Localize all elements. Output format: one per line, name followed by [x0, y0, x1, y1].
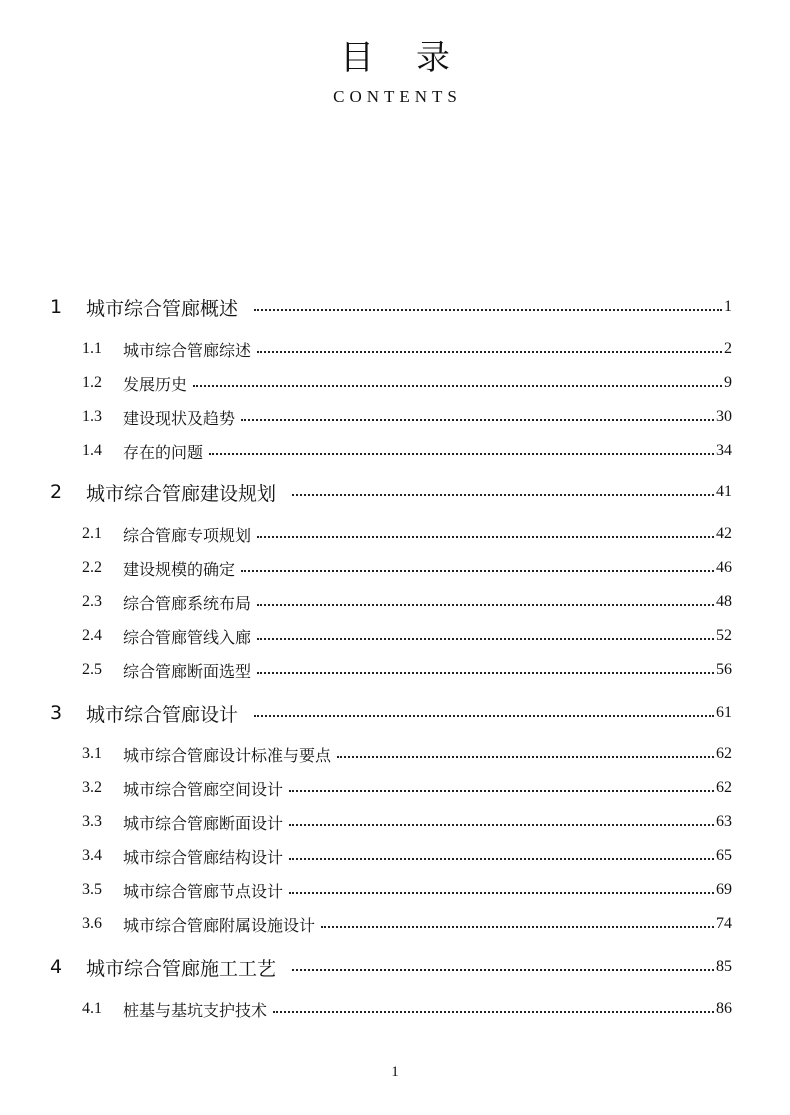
- toc-entry-title: 综合管廊专项规划: [123, 525, 252, 545]
- toc-entry-number: 3.1: [82, 745, 102, 762]
- toc-entry-number: 3.3: [82, 813, 102, 830]
- toc-dot-leader: [254, 715, 714, 717]
- toc-entry-title: 城市综合管廊设计标准与要点: [123, 745, 332, 765]
- toc-entry-title: 城市综合管廊概述: [86, 297, 239, 320]
- toc-entry-page: 41: [716, 483, 732, 500]
- toc-entry-title: 城市综合管廊空间设计: [123, 779, 284, 799]
- toc-entry-page: 34: [716, 442, 732, 459]
- toc-entry-title: 城市综合管廊综述: [123, 340, 252, 360]
- toc-entry-title: 发展历史: [123, 374, 188, 394]
- toc-section-entry[interactable]: [82, 741, 732, 767]
- toc-dot-leader: [289, 858, 714, 860]
- toc-dot-leader: [257, 536, 714, 538]
- toc-entry-number: 1.3: [82, 408, 102, 425]
- toc-section-entry[interactable]: [82, 911, 732, 937]
- toc-entry-title: 城市综合管廊建设规划: [86, 482, 277, 505]
- toc-entry-page: 9: [724, 374, 732, 391]
- toc-entry-page: 63: [716, 813, 732, 830]
- toc-entry-title: 综合管廊管线入廊: [123, 627, 252, 647]
- toc-dot-leader: [241, 570, 714, 572]
- toc-entry-title: 综合管廊断面选型: [123, 661, 252, 681]
- toc-entry-page: 42: [716, 525, 732, 542]
- toc-entry-page: 52: [716, 627, 732, 644]
- footer-page-number: 1: [391, 1064, 399, 1080]
- toc-section-entry[interactable]: [82, 589, 732, 615]
- toc-entry-number: 1.4: [82, 442, 102, 459]
- toc-section-entry[interactable]: [82, 623, 732, 649]
- toc-section-entry[interactable]: [82, 404, 732, 430]
- toc-entry-page: 69: [716, 881, 732, 898]
- toc-section-entry[interactable]: [82, 438, 732, 464]
- toc-dot-leader: [289, 790, 714, 792]
- toc-entry-number: 2.3: [82, 593, 102, 610]
- toc-chapter-entry[interactable]: [50, 700, 732, 726]
- toc-entry-title: 城市综合管廊断面设计: [123, 813, 284, 833]
- toc-entry-title: 建设现状及趋势: [123, 408, 236, 428]
- toc-section-entry[interactable]: [82, 370, 732, 396]
- toc-entry-number: 2.2: [82, 559, 102, 576]
- toc-entry-number: 3.5: [82, 881, 102, 898]
- page-subtitle: CONTENTS: [333, 87, 462, 106]
- toc-entry-title: 综合管廊系统布局: [123, 593, 252, 613]
- toc-entry-page: 85: [716, 958, 732, 975]
- toc-dot-leader: [257, 604, 714, 606]
- toc-dot-leader: [257, 672, 714, 674]
- toc-dot-leader: [292, 494, 714, 496]
- toc-dot-leader: [292, 969, 714, 971]
- toc-chapter-entry[interactable]: [50, 954, 732, 980]
- toc-section-entry[interactable]: [82, 843, 732, 869]
- toc-entry-page: 74: [716, 915, 732, 932]
- toc-dot-leader: [321, 926, 714, 928]
- toc-entry-page: 86: [716, 1000, 732, 1017]
- toc-section-entry[interactable]: [82, 336, 732, 362]
- toc-entry-number: 1.2: [82, 374, 102, 391]
- toc-entry-page: 48: [716, 593, 732, 610]
- toc-entry-page: 62: [716, 779, 732, 796]
- toc-entry-number: 4.1: [82, 1000, 102, 1017]
- toc-dot-leader: [241, 419, 714, 421]
- toc-entry-number: 2.1: [82, 525, 102, 542]
- toc-entry-number: 3.6: [82, 915, 102, 932]
- toc-section-entry[interactable]: [82, 555, 732, 581]
- toc-section-entry[interactable]: [82, 521, 732, 547]
- toc-section-entry[interactable]: [82, 657, 732, 683]
- toc-entry-title: 城市综合管廊附属设施设计: [123, 915, 316, 935]
- toc-dot-leader: [209, 453, 714, 455]
- toc-entry-number: 2.5: [82, 661, 102, 678]
- toc-dot-leader: [273, 1011, 714, 1013]
- toc-dot-leader: [337, 756, 714, 758]
- toc-entry-page: 56: [716, 661, 732, 678]
- toc-entry-number: 3.2: [82, 779, 102, 796]
- toc-dot-leader: [193, 385, 722, 387]
- toc-entry-title: 城市综合管廊节点设计: [123, 881, 284, 901]
- toc-entry-page: 2: [724, 340, 732, 357]
- toc-entry-page: 62: [716, 745, 732, 762]
- page-title: 目录: [340, 38, 492, 78]
- toc-chapter-entry[interactable]: [50, 479, 732, 505]
- toc-entry-number: 2.4: [82, 627, 102, 644]
- toc-section-entry[interactable]: [82, 877, 732, 903]
- toc-dot-leader: [257, 638, 714, 640]
- toc-section-entry[interactable]: [82, 775, 732, 801]
- toc-entry-page: 1: [724, 298, 732, 315]
- toc-dot-leader: [289, 892, 714, 894]
- toc-dot-leader: [289, 824, 714, 826]
- toc-entry-page: 61: [716, 704, 732, 721]
- toc-entry-page: 65: [716, 847, 732, 864]
- toc-entry-page: 30: [716, 408, 732, 425]
- toc-entry-title: 城市综合管廊施工工艺: [86, 957, 277, 980]
- toc-entry-number: 3: [50, 702, 63, 724]
- toc-entry-title: 建设规模的确定: [123, 559, 236, 579]
- toc-section-entry[interactable]: [82, 996, 732, 1022]
- toc-entry-title: 城市综合管廊设计: [86, 703, 239, 726]
- toc-chapter-entry[interactable]: [50, 294, 732, 320]
- toc-entry-number: 4: [50, 956, 63, 978]
- toc-section-entry[interactable]: [82, 809, 732, 835]
- toc-entry-number: 1: [50, 296, 63, 318]
- toc-entry-number: 1.1: [82, 340, 102, 357]
- toc-entry-number: 3.4: [82, 847, 102, 864]
- toc-entry-title: 城市综合管廊结构设计: [123, 847, 284, 867]
- toc-entry-title: 存在的问题: [123, 442, 204, 462]
- toc-dot-leader: [254, 309, 722, 311]
- toc-entry-page: 46: [716, 559, 732, 576]
- toc-dot-leader: [257, 351, 722, 353]
- toc-entry-number: 2: [50, 481, 63, 503]
- toc-entry-title: 桩基与基坑支护技术: [123, 1000, 268, 1020]
